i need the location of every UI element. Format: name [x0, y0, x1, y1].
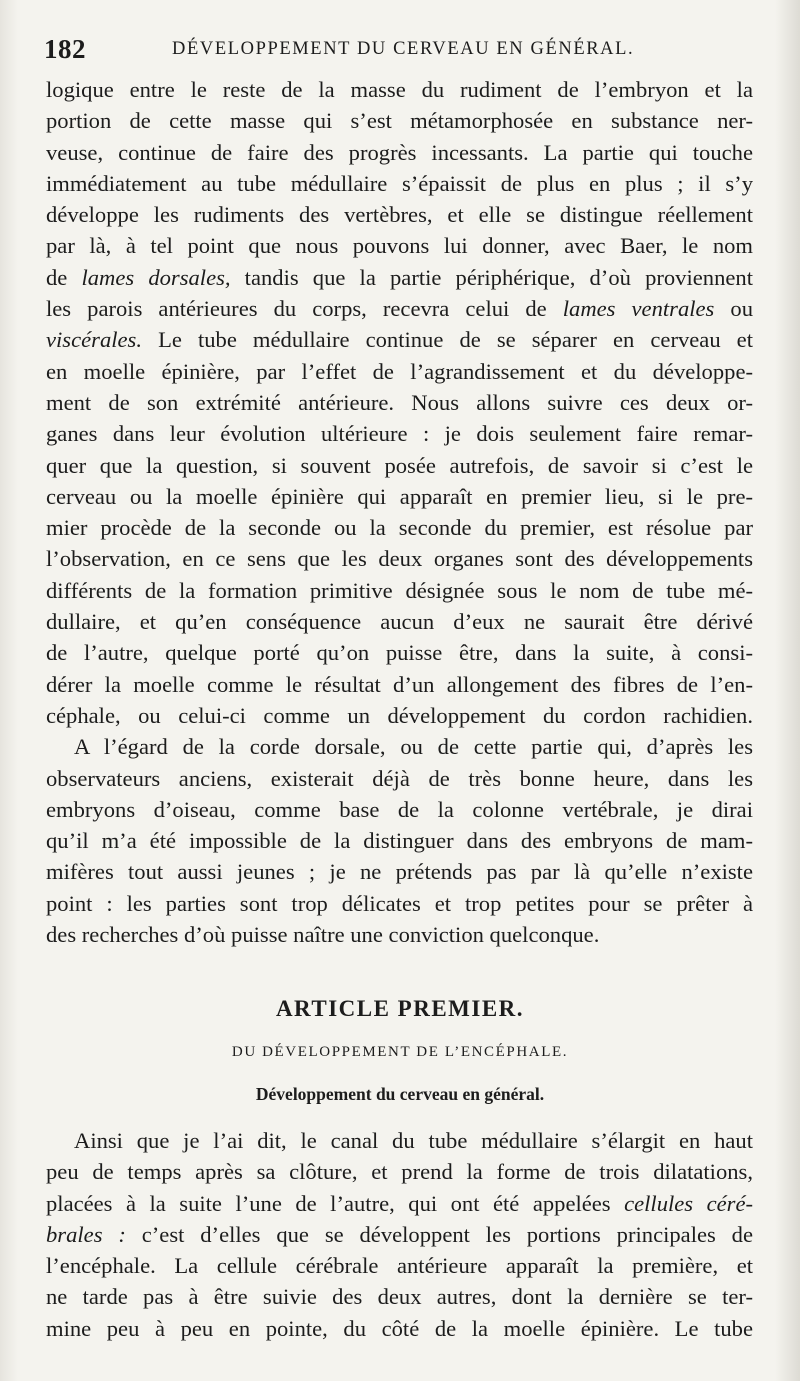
text-line: les parois antérieures du corps, recevra celui de lames ventrales ou	[46, 296, 753, 322]
body-text-bottom	[46, 1125, 753, 1344]
text-line: ganes dans leur évolution ultérieure : je dois seulement faire remar-	[46, 421, 753, 447]
text-line: ment de son extrémité antérieure. Nous allons suivre ces deux or-	[46, 389, 753, 415]
text-line: peu de temps après sa clôture, et prend la forme de trois dilatations,	[46, 1159, 753, 1185]
text-line: des recherches d’où puisse naître une conviction quelconque.	[46, 922, 600, 948]
text-line: de l’autre, quelque porté qu’on puisse être, dans la suite, à consi-	[46, 640, 753, 666]
text-line: immédiatement au tube médullaire s’épaissit de plus en plus ; il s’y	[46, 170, 753, 196]
text-line: logique entre le reste de la masse du rudiment de l’embryon et la	[46, 77, 753, 102]
text-line: développe les rudiments des vertèbres, et elle se distingue réellement	[46, 202, 753, 228]
text-line: point : les parties sont trop délicates et trop petites pour se prêter à	[46, 890, 753, 916]
italic-term: viscérales.	[46, 327, 142, 353]
paragraph-3	[46, 1125, 753, 1344]
italic-term: cellules céré-	[624, 1190, 753, 1216]
text-line: viscérales. Le tube médullaire continue de se séparer en cerveau et	[46, 327, 753, 353]
text-line: en moelle épinière, par l’effet de l’agrandissement et du développe-	[46, 358, 753, 384]
text-line: A l’égard de la corde dorsale, ou de cette partie qui, d’après les	[74, 734, 753, 760]
running-title: DÉVELOPPEMENT DU CERVEAU EN GÉNÉRAL.	[172, 39, 635, 59]
italic-term: lames ventrales	[562, 296, 715, 322]
text-line: veuse, continue de faire des progrès incessants. La partie qui touche	[46, 139, 753, 165]
text-line: quer que la question, si souvent posée autrefois, de savoir si c’est le	[46, 452, 753, 478]
text-line: dérer la moelle comme le résultat d’un allongement des fibres de l’en-	[46, 671, 753, 697]
text-line: ne tarde pas à être suivie des deux autres, dont la dernière se ter-	[46, 1284, 753, 1310]
text-line: placées à la suite l’une de l’autre, qui ont été appelées cellules céré-	[46, 1190, 753, 1216]
text-line: l’observation, en ce sens que les deux organes sont des développements	[46, 546, 753, 572]
text-line: différents de la formation primitive désignée sous le nom de tube mé-	[46, 577, 753, 603]
text-line: mifères tout aussi jeunes ; je ne prétends pas par là qu’elle n’existe	[46, 859, 753, 885]
text-line: mine peu à peu en pointe, du côté de la moelle épinière. Le tube	[46, 1315, 753, 1341]
text-line: l’encéphale. La cellule cérébrale antérieure apparaît la première, et	[46, 1253, 753, 1279]
body-text-top	[46, 74, 753, 950]
text-line: Ainsi que je l’ai dit, le canal du tube médullaire s’élargit en haut	[74, 1128, 753, 1153]
text-line: par là, à tel point que nous pouvons lui donner, avec Baer, le nom	[46, 233, 753, 259]
text-line: dullaire, et qu’en conséquence aucun d’eux ne saurait être dérivé	[46, 609, 753, 635]
subsection-title: Développement du cerveau en général.	[255, 1084, 545, 1104]
text-line: brales : c’est d’elles que se développent les portions principales de	[46, 1221, 753, 1247]
text-line: mier procède de la seconde ou la seconde du premier, est résolue par	[46, 515, 753, 541]
italic-term: brales :	[46, 1221, 126, 1247]
running-head	[44, 34, 754, 70]
paragraph-2	[46, 731, 753, 950]
text-line: portion de cette masse qui s’est métamorphosée en substance ner-	[46, 108, 753, 134]
text-line: cerveau ou la moelle épinière qui apparaît en premier lieu, si le pre-	[46, 483, 753, 509]
text-line: céphale, ou celui-ci comme un développement du cordon rachidien.	[46, 702, 753, 728]
section-title: DU DÉVELOPPEMENT DE L’ENCÉPHALE.	[231, 1044, 569, 1060]
paragraph-1	[46, 74, 753, 731]
text-line: de lames dorsales, tandis que la partie périphérique, d’où proviennent	[46, 264, 753, 290]
text-line: embryons d’oiseau, comme base de la colonne vertébrale, je dirai	[46, 796, 753, 822]
page-number: 182	[44, 34, 86, 64]
text-line: qu’il m’a été impossible de la distinguer dans des embryons de mam-	[46, 828, 753, 854]
italic-term: lames dorsales,	[81, 264, 231, 290]
text-line: observateurs anciens, existerait déjà de très bonne heure, dans les	[46, 765, 753, 791]
article-title: ARTICLE PREMIER.	[275, 996, 525, 1021]
